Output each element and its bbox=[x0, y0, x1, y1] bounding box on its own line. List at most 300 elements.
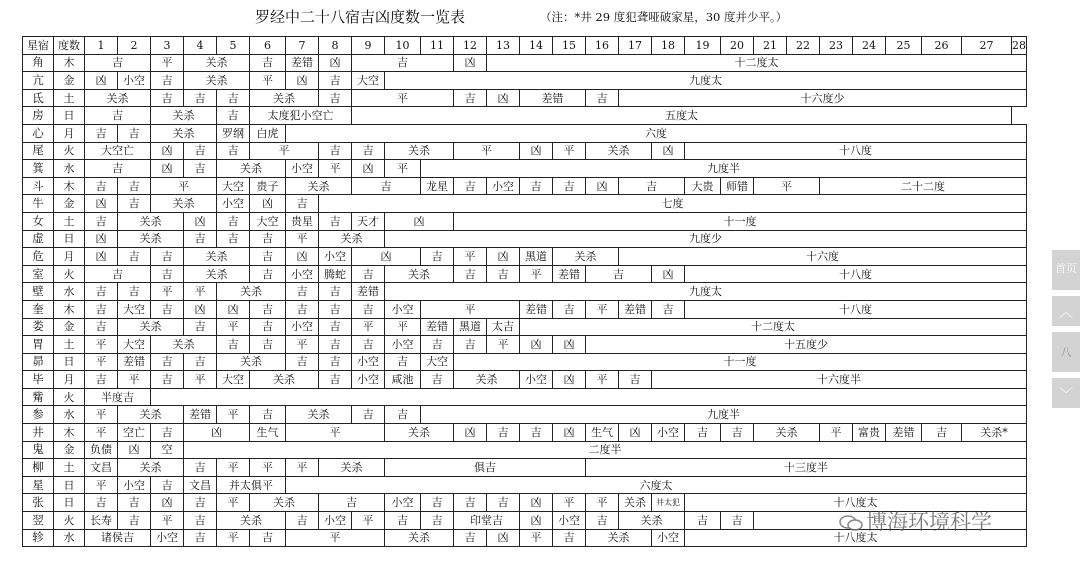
mansion-name: 箕 bbox=[23, 160, 54, 178]
element-cell: 土 bbox=[54, 89, 85, 107]
table-cell: 太吉 bbox=[487, 318, 520, 336]
table-cell: 吉 bbox=[922, 424, 962, 442]
table-cell: 平 bbox=[85, 353, 118, 371]
table-cell: 生气 bbox=[586, 424, 619, 442]
header-degree: 27 bbox=[962, 37, 1012, 55]
table-cell: 吉 bbox=[286, 512, 319, 530]
table-cell: 吉 bbox=[685, 424, 721, 442]
table-cell: 平 bbox=[151, 283, 184, 301]
table-cell: 吉 bbox=[151, 371, 184, 389]
mansion-name: 房 bbox=[23, 107, 54, 125]
table-cell: 平 bbox=[286, 336, 319, 354]
table-row bbox=[23, 177, 1027, 195]
table-cell: 吉 bbox=[151, 248, 184, 266]
table-cell: 吉 bbox=[151, 424, 184, 442]
table-cell: 吉 bbox=[85, 54, 151, 72]
mansion-name: 翌 bbox=[23, 512, 54, 530]
table-cell: 吉 bbox=[250, 336, 286, 354]
table-cell: 关杀 bbox=[151, 124, 217, 142]
table-row bbox=[23, 353, 1027, 371]
table-cell: 十八度太 bbox=[685, 494, 1027, 512]
table-cell: 白虎 bbox=[250, 124, 286, 142]
element-cell: 金 bbox=[54, 441, 85, 459]
table-cell: 吉 bbox=[352, 54, 454, 72]
table-cell: 平 bbox=[319, 160, 352, 178]
element-cell: 木 bbox=[54, 300, 85, 318]
table-cell: 吉 bbox=[85, 283, 118, 301]
table-cell: 关杀 bbox=[118, 212, 184, 230]
table-cell: 凶 bbox=[286, 248, 319, 266]
table-cell: 九度太 bbox=[385, 283, 1027, 301]
header-degree: 5 bbox=[217, 37, 250, 55]
table-cell: 吉 bbox=[721, 512, 754, 530]
table-cell: 吉 bbox=[184, 160, 217, 178]
table-cell: 平 bbox=[352, 89, 454, 107]
table-cell: 太度犯小空亡 bbox=[250, 107, 352, 125]
table-cell: 凶 bbox=[586, 177, 619, 195]
table-cell: 凶 bbox=[184, 212, 217, 230]
table-cell: 诸侯吉 bbox=[85, 529, 151, 547]
table-cell: 吉 bbox=[319, 318, 352, 336]
table-cell: 十八度 bbox=[685, 300, 1027, 318]
table-cell: 差错 bbox=[553, 265, 586, 283]
mansion-name: 昴 bbox=[23, 353, 54, 371]
table-cell: 平 bbox=[754, 177, 820, 195]
header-degree: 10 bbox=[385, 37, 421, 55]
chevron-down-icon: ﹀ bbox=[1059, 387, 1073, 403]
table-cell: 九度半 bbox=[421, 160, 1027, 178]
side-toolbar bbox=[1052, 250, 1080, 414]
table-cell: 十五度少 bbox=[586, 336, 1027, 354]
wechat-logo-icon bbox=[838, 513, 864, 533]
table-cell: 关杀 bbox=[118, 318, 184, 336]
scroll-up-button[interactable] bbox=[1052, 296, 1080, 326]
table-cell: 生气 bbox=[250, 424, 286, 442]
table-cell: 吉 bbox=[250, 318, 286, 336]
table-cell: 吉 bbox=[352, 336, 385, 354]
table-cell: 吉 bbox=[118, 124, 151, 142]
table-cell: 吉 bbox=[217, 89, 250, 107]
mansion-name: 柳 bbox=[23, 459, 54, 477]
table-cell: 吉 bbox=[85, 265, 151, 283]
table-cell: 平 bbox=[118, 371, 151, 389]
element-cell: 木 bbox=[54, 177, 85, 195]
table-cell: 差错 bbox=[520, 89, 586, 107]
table-row bbox=[23, 459, 1027, 477]
element-cell: 月 bbox=[54, 124, 85, 142]
table-cell: 吉 bbox=[85, 177, 118, 195]
table-cell: 小空 bbox=[217, 195, 250, 213]
table-cell: 大贵 bbox=[685, 177, 721, 195]
mansion-name: 轸 bbox=[23, 529, 54, 547]
table-cell: 关杀 bbox=[184, 248, 250, 266]
header-degree: 3 bbox=[151, 37, 184, 55]
table-row bbox=[23, 388, 1027, 406]
table-cell: 吉 bbox=[184, 512, 217, 530]
table-cell: 大空 bbox=[352, 72, 385, 90]
table-cell: 十三度半 bbox=[586, 459, 1027, 477]
table-cell: 吉 bbox=[421, 512, 454, 530]
table-cell: 并太俱平 bbox=[217, 476, 286, 494]
mansion-name: 危 bbox=[23, 248, 54, 266]
table-cell: 凶 bbox=[652, 142, 685, 160]
table-cell: 大空 bbox=[118, 336, 151, 354]
element-cell: 火 bbox=[54, 388, 85, 406]
table-cell: 关杀 bbox=[754, 424, 820, 442]
table-cell: 平 bbox=[151, 512, 184, 530]
table-cell: 大空 bbox=[421, 353, 454, 371]
table-cell: 吉 bbox=[319, 72, 352, 90]
table-cell: 吉 bbox=[118, 195, 151, 213]
table-cell: 凶 bbox=[118, 441, 151, 459]
table-cell: 关杀 bbox=[553, 248, 619, 266]
mansion-name: 井 bbox=[23, 424, 54, 442]
header-degree: 25 bbox=[886, 37, 922, 55]
table-cell: 吉 bbox=[421, 248, 454, 266]
table-cell: 小空 bbox=[352, 371, 385, 389]
table-cell: 凶 bbox=[520, 142, 553, 160]
table-cell: 吉 bbox=[118, 177, 151, 195]
table-cell: 平 bbox=[553, 494, 586, 512]
table-cell: 吉 bbox=[151, 476, 184, 494]
mansion-name: 亢 bbox=[23, 72, 54, 90]
element-cell: 木 bbox=[54, 424, 85, 442]
element-cell: 火 bbox=[54, 142, 85, 160]
table-cell: 吉 bbox=[151, 72, 184, 90]
table-cell: 罗纲 bbox=[217, 124, 250, 142]
table-row bbox=[23, 142, 1027, 160]
table-cell: 文昌 bbox=[184, 476, 217, 494]
table-cell: 吉 bbox=[151, 89, 184, 107]
table-row bbox=[23, 107, 1027, 125]
table-cell: 凶 bbox=[487, 89, 520, 107]
table-cell: 吉 bbox=[319, 336, 352, 354]
page-title: 罗经中二十八宿吉凶度数一览表 bbox=[255, 8, 466, 26]
table-cell: 吉 bbox=[520, 424, 553, 442]
table-cell: 吉 bbox=[652, 300, 685, 318]
mansion-name: 尾 bbox=[23, 142, 54, 160]
element-cell: 水 bbox=[54, 406, 85, 424]
table-cell: 平 bbox=[217, 459, 250, 477]
table-cell: 凶 bbox=[553, 371, 586, 389]
table-cell: 差错 bbox=[286, 54, 319, 72]
table-cell: 吉 bbox=[487, 265, 520, 283]
table-cell: 差错 bbox=[520, 300, 553, 318]
table-cell: 关杀 bbox=[184, 54, 250, 72]
table-cell: 吉 bbox=[286, 353, 319, 371]
mansion-name: 鬼 bbox=[23, 441, 54, 459]
mansion-name: 壁 bbox=[23, 283, 54, 301]
page-header bbox=[0, 6, 1080, 28]
table-cell: 小空 bbox=[118, 476, 151, 494]
table-cell: 吉 bbox=[85, 494, 118, 512]
table-cell: 凶 bbox=[553, 336, 586, 354]
table-cell: 凶 bbox=[520, 494, 553, 512]
table-cell: 差错 bbox=[619, 300, 652, 318]
table-cell: 吉 bbox=[454, 265, 487, 283]
table-cell: 关杀 bbox=[118, 459, 184, 477]
table-cell: 关杀 bbox=[586, 529, 652, 547]
table-cell: 吉 bbox=[454, 494, 487, 512]
element-cell: 水 bbox=[54, 283, 85, 301]
watermark-text: 博海环境科学 bbox=[866, 510, 992, 534]
header-degree: 13 bbox=[487, 37, 520, 55]
table-cell: 吉 bbox=[319, 371, 352, 389]
chevron-up-icon: ︿ bbox=[1059, 305, 1073, 321]
mansion-name: 牛 bbox=[23, 195, 54, 213]
element-cell: 日 bbox=[54, 476, 85, 494]
table-cell: 凶 bbox=[487, 248, 520, 266]
table-cell: 平 bbox=[385, 160, 421, 178]
mansion-name: 参 bbox=[23, 406, 54, 424]
table-cell: 六度 bbox=[286, 124, 1027, 142]
table-cell: 吉 bbox=[184, 142, 217, 160]
mansion-name: 觜 bbox=[23, 388, 54, 406]
table-cell: 平 bbox=[85, 336, 118, 354]
table-cell: 小空 bbox=[151, 529, 184, 547]
table-cell: 关杀 bbox=[454, 371, 520, 389]
table-cell: 凶 bbox=[553, 424, 586, 442]
element-cell: 土 bbox=[54, 212, 85, 230]
table-cell: 凶 bbox=[151, 494, 184, 512]
table-cell: 关杀 bbox=[319, 459, 385, 477]
table-cell: 吉 bbox=[184, 353, 217, 371]
header-degree: 20 bbox=[721, 37, 754, 55]
table-cell: 平 bbox=[421, 300, 520, 318]
table-row bbox=[23, 476, 1027, 494]
table-cell: 平 bbox=[586, 494, 619, 512]
table-cell: 平 bbox=[217, 406, 250, 424]
table-cell: 吉 bbox=[319, 300, 352, 318]
table-cell: 平 bbox=[385, 318, 421, 336]
table-cell: 小空 bbox=[319, 512, 352, 530]
table-cell: 小空 bbox=[520, 371, 553, 389]
table-cell: 大空 bbox=[217, 177, 250, 195]
home-button[interactable]: 首页 bbox=[1052, 250, 1080, 290]
table-row bbox=[23, 336, 1027, 354]
table-cell: 关杀 bbox=[118, 406, 184, 424]
table-cell: 吉 bbox=[385, 353, 421, 371]
table-cell: 平 bbox=[286, 424, 385, 442]
table-cell: 平 bbox=[85, 424, 118, 442]
mansion-name: 星 bbox=[23, 476, 54, 494]
table-cell: 凶 bbox=[454, 424, 487, 442]
table-cell: 吉 bbox=[118, 248, 151, 266]
table-row bbox=[23, 441, 1027, 459]
table-cell: 小空 bbox=[652, 529, 685, 547]
table-cell: 吉 bbox=[184, 230, 217, 248]
table-cell: 吉 bbox=[487, 424, 520, 442]
mansion-name: 氐 bbox=[23, 89, 54, 107]
table-cell: 二度半 bbox=[184, 441, 1027, 459]
table-cell: 平 bbox=[520, 529, 553, 547]
table-row bbox=[23, 212, 1027, 230]
table-cell: 文昌 bbox=[85, 459, 118, 477]
table-cell: 关杀 bbox=[586, 142, 652, 160]
table-cell: 凶 bbox=[85, 195, 118, 213]
table-cell: 十六度半 bbox=[652, 371, 1027, 389]
table-cell: 关杀 bbox=[151, 195, 217, 213]
mansion-name: 奎 bbox=[23, 300, 54, 318]
table-cell: 吉 bbox=[586, 512, 619, 530]
table-cell: 平 bbox=[286, 230, 319, 248]
table-cell: 凶 bbox=[85, 72, 118, 90]
table-cell: 凶 bbox=[520, 336, 553, 354]
table-cell: 九度半 bbox=[421, 406, 1027, 424]
table-row bbox=[23, 300, 1027, 318]
table-cell: 关杀 bbox=[319, 230, 385, 248]
table-cell: 吉 bbox=[250, 406, 286, 424]
table-cell: 关杀 bbox=[217, 160, 286, 178]
table-cell: 吉 bbox=[454, 89, 487, 107]
mansion-name: 娄 bbox=[23, 318, 54, 336]
header-degree: 9 bbox=[352, 37, 385, 55]
mansion-name: 毕 bbox=[23, 371, 54, 389]
table-cell: 凶 bbox=[319, 54, 352, 72]
table-cell: 吉 bbox=[619, 177, 685, 195]
table-cell: 凶 bbox=[520, 512, 553, 530]
table-cell: 凶 bbox=[352, 248, 421, 266]
table-cell: 吉 bbox=[250, 300, 286, 318]
table-cell: 七度 bbox=[319, 195, 1027, 213]
table-cell: 印堂吉 bbox=[454, 512, 520, 530]
table-cell: 贵星 bbox=[286, 212, 319, 230]
table-cell: 吉 bbox=[553, 300, 586, 318]
header-degree: 24 bbox=[853, 37, 886, 55]
table-row bbox=[23, 371, 1027, 389]
element-cell: 水 bbox=[54, 160, 85, 178]
table-cell: 吉 bbox=[553, 529, 586, 547]
mansion-name: 虚 bbox=[23, 230, 54, 248]
header-degree: 16 bbox=[586, 37, 619, 55]
table-cell: 吉 bbox=[151, 353, 184, 371]
table-cell: 吉 bbox=[184, 529, 217, 547]
title-note: （注：*井 29 度犯聋哑破家星，30 度并少平。） bbox=[540, 10, 788, 24]
mansion-name: 心 bbox=[23, 124, 54, 142]
element-cell: 月 bbox=[54, 248, 85, 266]
element-cell: 日 bbox=[54, 230, 85, 248]
header-degree: 6 bbox=[250, 37, 286, 55]
table-cell: 吉 bbox=[286, 300, 319, 318]
table-cell: 凶 bbox=[250, 195, 286, 213]
table-cell: 吉 bbox=[118, 494, 151, 512]
table-cell: 吉 bbox=[586, 265, 652, 283]
header-degree: 21 bbox=[754, 37, 787, 55]
table-cell: 凶 bbox=[151, 142, 184, 160]
table-cell: 凶 bbox=[85, 248, 118, 266]
table-cell: 平 bbox=[454, 142, 520, 160]
table-cell: 平 bbox=[85, 406, 118, 424]
table-cell: 吉 bbox=[319, 212, 352, 230]
table-cell: 十六度少 bbox=[619, 89, 1027, 107]
table-cell: 吉 bbox=[217, 336, 250, 354]
table-cell: 吉 bbox=[421, 336, 454, 354]
table-cell: 吉 bbox=[85, 371, 118, 389]
table-cell: 关杀 bbox=[619, 494, 652, 512]
table-row bbox=[23, 283, 1027, 301]
table-cell: 腾蛇 bbox=[319, 265, 352, 283]
table-cell: 五度太 bbox=[352, 107, 1012, 125]
table-cell: 吉 bbox=[352, 265, 385, 283]
table-cell: 大空 bbox=[118, 300, 151, 318]
table-cell: 龙星 bbox=[421, 177, 454, 195]
table-cell: 吉 bbox=[352, 406, 385, 424]
header-degree: 17 bbox=[619, 37, 652, 55]
table-cell: 小空 bbox=[319, 248, 352, 266]
table-row bbox=[23, 72, 1027, 90]
table-cell: 关杀 bbox=[619, 512, 685, 530]
table-cell: 关杀 bbox=[385, 424, 454, 442]
table-cell: 小空 bbox=[352, 353, 385, 371]
table-cell: 关杀 bbox=[250, 494, 319, 512]
table-cell: 吉 bbox=[85, 124, 118, 142]
table-cell: 关杀 bbox=[385, 142, 454, 160]
table-cell: 吉 bbox=[286, 195, 319, 213]
scroll-down-button[interactable] bbox=[1052, 378, 1080, 408]
header-degree: 28 bbox=[1012, 37, 1027, 55]
header-degree: 11 bbox=[421, 37, 454, 55]
table-row bbox=[23, 124, 1027, 142]
table-cell: 吉 bbox=[250, 529, 286, 547]
table-cell: 平 bbox=[352, 318, 385, 336]
table-cell: 平 bbox=[820, 424, 853, 442]
table-cell: 平 bbox=[217, 529, 250, 547]
table-cell: 大空 bbox=[250, 212, 286, 230]
table-row bbox=[23, 195, 1027, 213]
table-cell: 吉 bbox=[85, 160, 151, 178]
table-cell: 吉 bbox=[85, 107, 151, 125]
table-cell: 凶 bbox=[286, 72, 319, 90]
table-cell: 凶 bbox=[85, 230, 118, 248]
table-row bbox=[23, 406, 1027, 424]
table-cell: 小空 bbox=[385, 300, 421, 318]
table-cell: 关杀 bbox=[85, 89, 151, 107]
table-cell: 吉 bbox=[721, 424, 754, 442]
table-cell: 十八度 bbox=[685, 142, 1027, 160]
table-cell: 吉 bbox=[250, 230, 286, 248]
table-cell: 半度吉 bbox=[85, 388, 151, 406]
table-cell: 平 bbox=[250, 142, 319, 160]
table-cell: 小空 bbox=[286, 265, 319, 283]
table-cell: 吉 bbox=[385, 512, 421, 530]
table-row bbox=[23, 160, 1027, 178]
mansion-name: 角 bbox=[23, 54, 54, 72]
table-cell: 差错 bbox=[421, 318, 454, 336]
table-cell: 小空 bbox=[652, 424, 685, 442]
header-degree: 7 bbox=[286, 37, 319, 55]
table-cell: 吉 bbox=[319, 89, 352, 107]
mansion-name: 斗 bbox=[23, 177, 54, 195]
table-cell: 小空 bbox=[385, 336, 421, 354]
table-cell: 吉 bbox=[217, 212, 250, 230]
table-cell: 吉 bbox=[250, 265, 286, 283]
table-cell: 十八度太 bbox=[685, 529, 1027, 547]
table-cell: 凶 bbox=[217, 300, 250, 318]
table-cell: 差错 bbox=[886, 424, 922, 442]
table-cell: 平 bbox=[520, 265, 553, 283]
table-cell: 凶 bbox=[619, 424, 652, 442]
table-cell: 平 bbox=[184, 371, 217, 389]
table-cell: 俱吉 bbox=[385, 459, 586, 477]
element-cell: 金 bbox=[54, 72, 85, 90]
page-indicator: 八 bbox=[1052, 332, 1080, 372]
header-degree: 23 bbox=[820, 37, 853, 55]
table-cell: 吉 bbox=[151, 300, 184, 318]
table-cell: 关杀 bbox=[217, 353, 286, 371]
table-cell: 空亡 bbox=[118, 424, 151, 442]
table-cell: 吉 bbox=[217, 142, 250, 160]
header-element: 度数 bbox=[54, 37, 85, 55]
